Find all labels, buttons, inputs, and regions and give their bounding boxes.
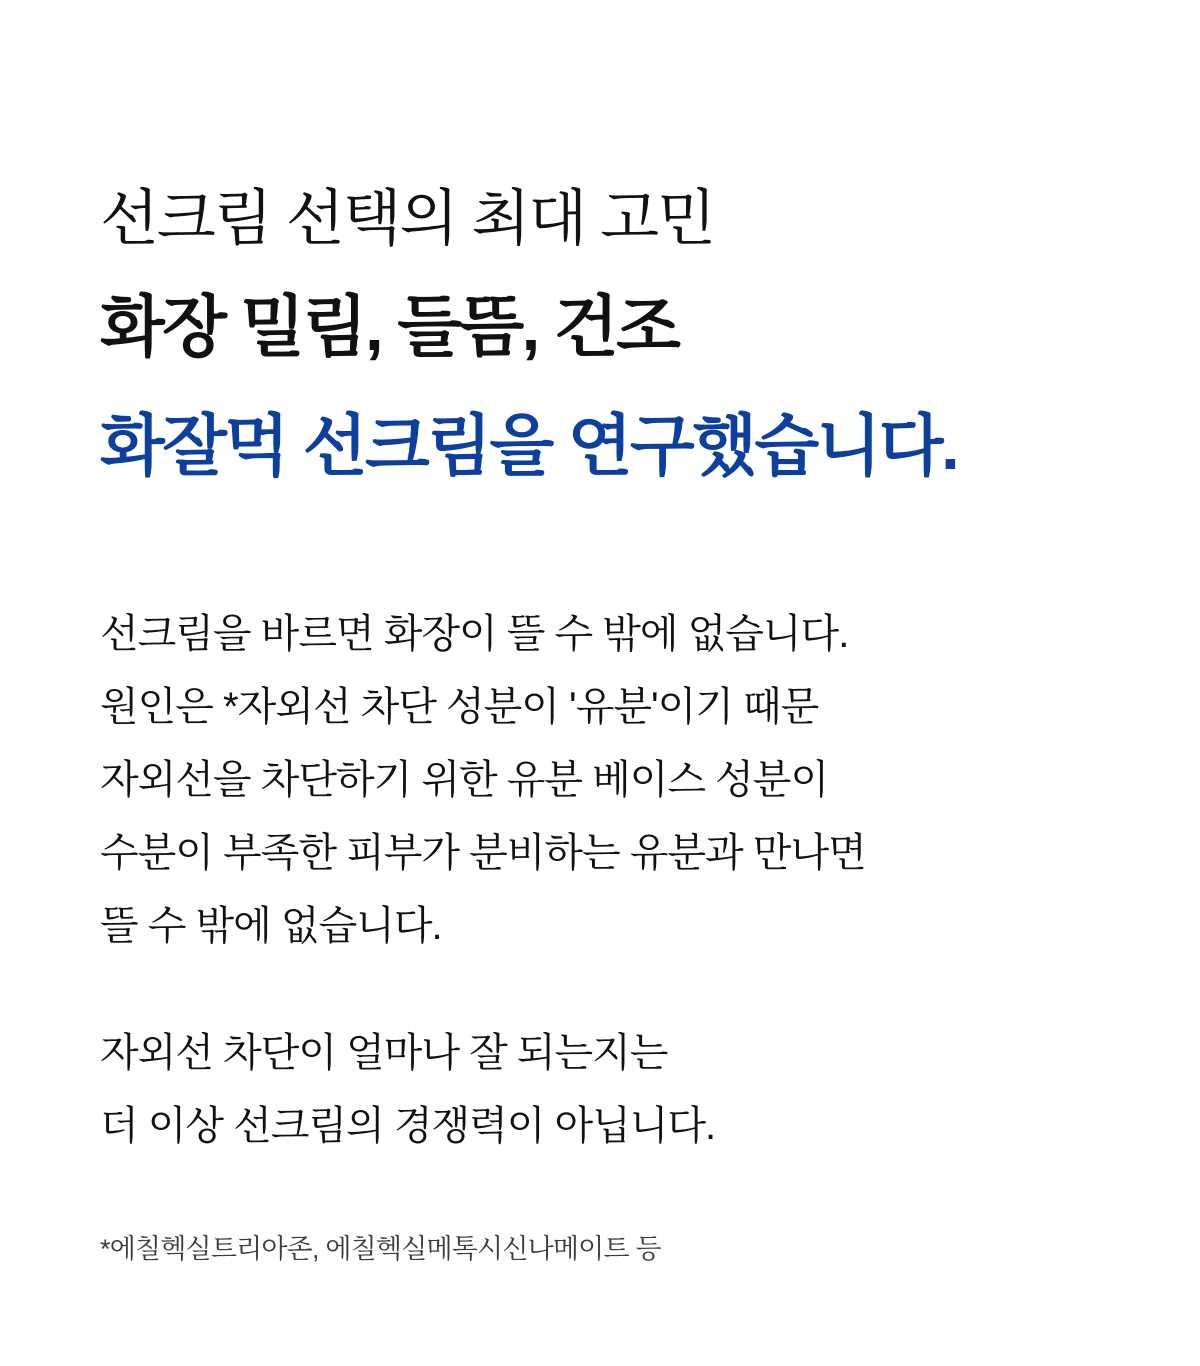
ingredient-footnote: *에칠헥실트리아존, 에칠헥실메톡시신나메이트 등 [100,1234,661,1264]
body-line: 자외선 차단이 얼마나 잘 되는지는 [100,1031,668,1075]
headline-line-2: 화장 밀림, 들뜸, 건조 [100,290,679,365]
body-line: 선크림을 바르면 화장이 뜰 수 밖에 없습니다. [100,612,849,656]
body-line: 뜰 수 밖에 없습니다. [100,904,442,948]
body-line: 수분이 부족한 피부가 분비하는 유분과 만나면 [100,831,866,875]
body-line: 더 이상 선크림의 경쟁력이 아닙니다. [100,1104,716,1148]
body-paragraph-1 [100,598,866,963]
body-paragraph-2 [100,1017,715,1163]
body-line: 자외선을 차단하기 위한 유분 베이스 성분이 [100,758,829,802]
headline-block [100,184,958,484]
headline-line-3-accent: 화잘먹 선크림을 연구했습니다. [100,409,958,484]
headline-line-1: 선크림 선택의 최대 고민 [100,184,715,252]
body-line: 원인은 *자외선 차단 성분이 '유분'이기 때문 [100,685,819,729]
